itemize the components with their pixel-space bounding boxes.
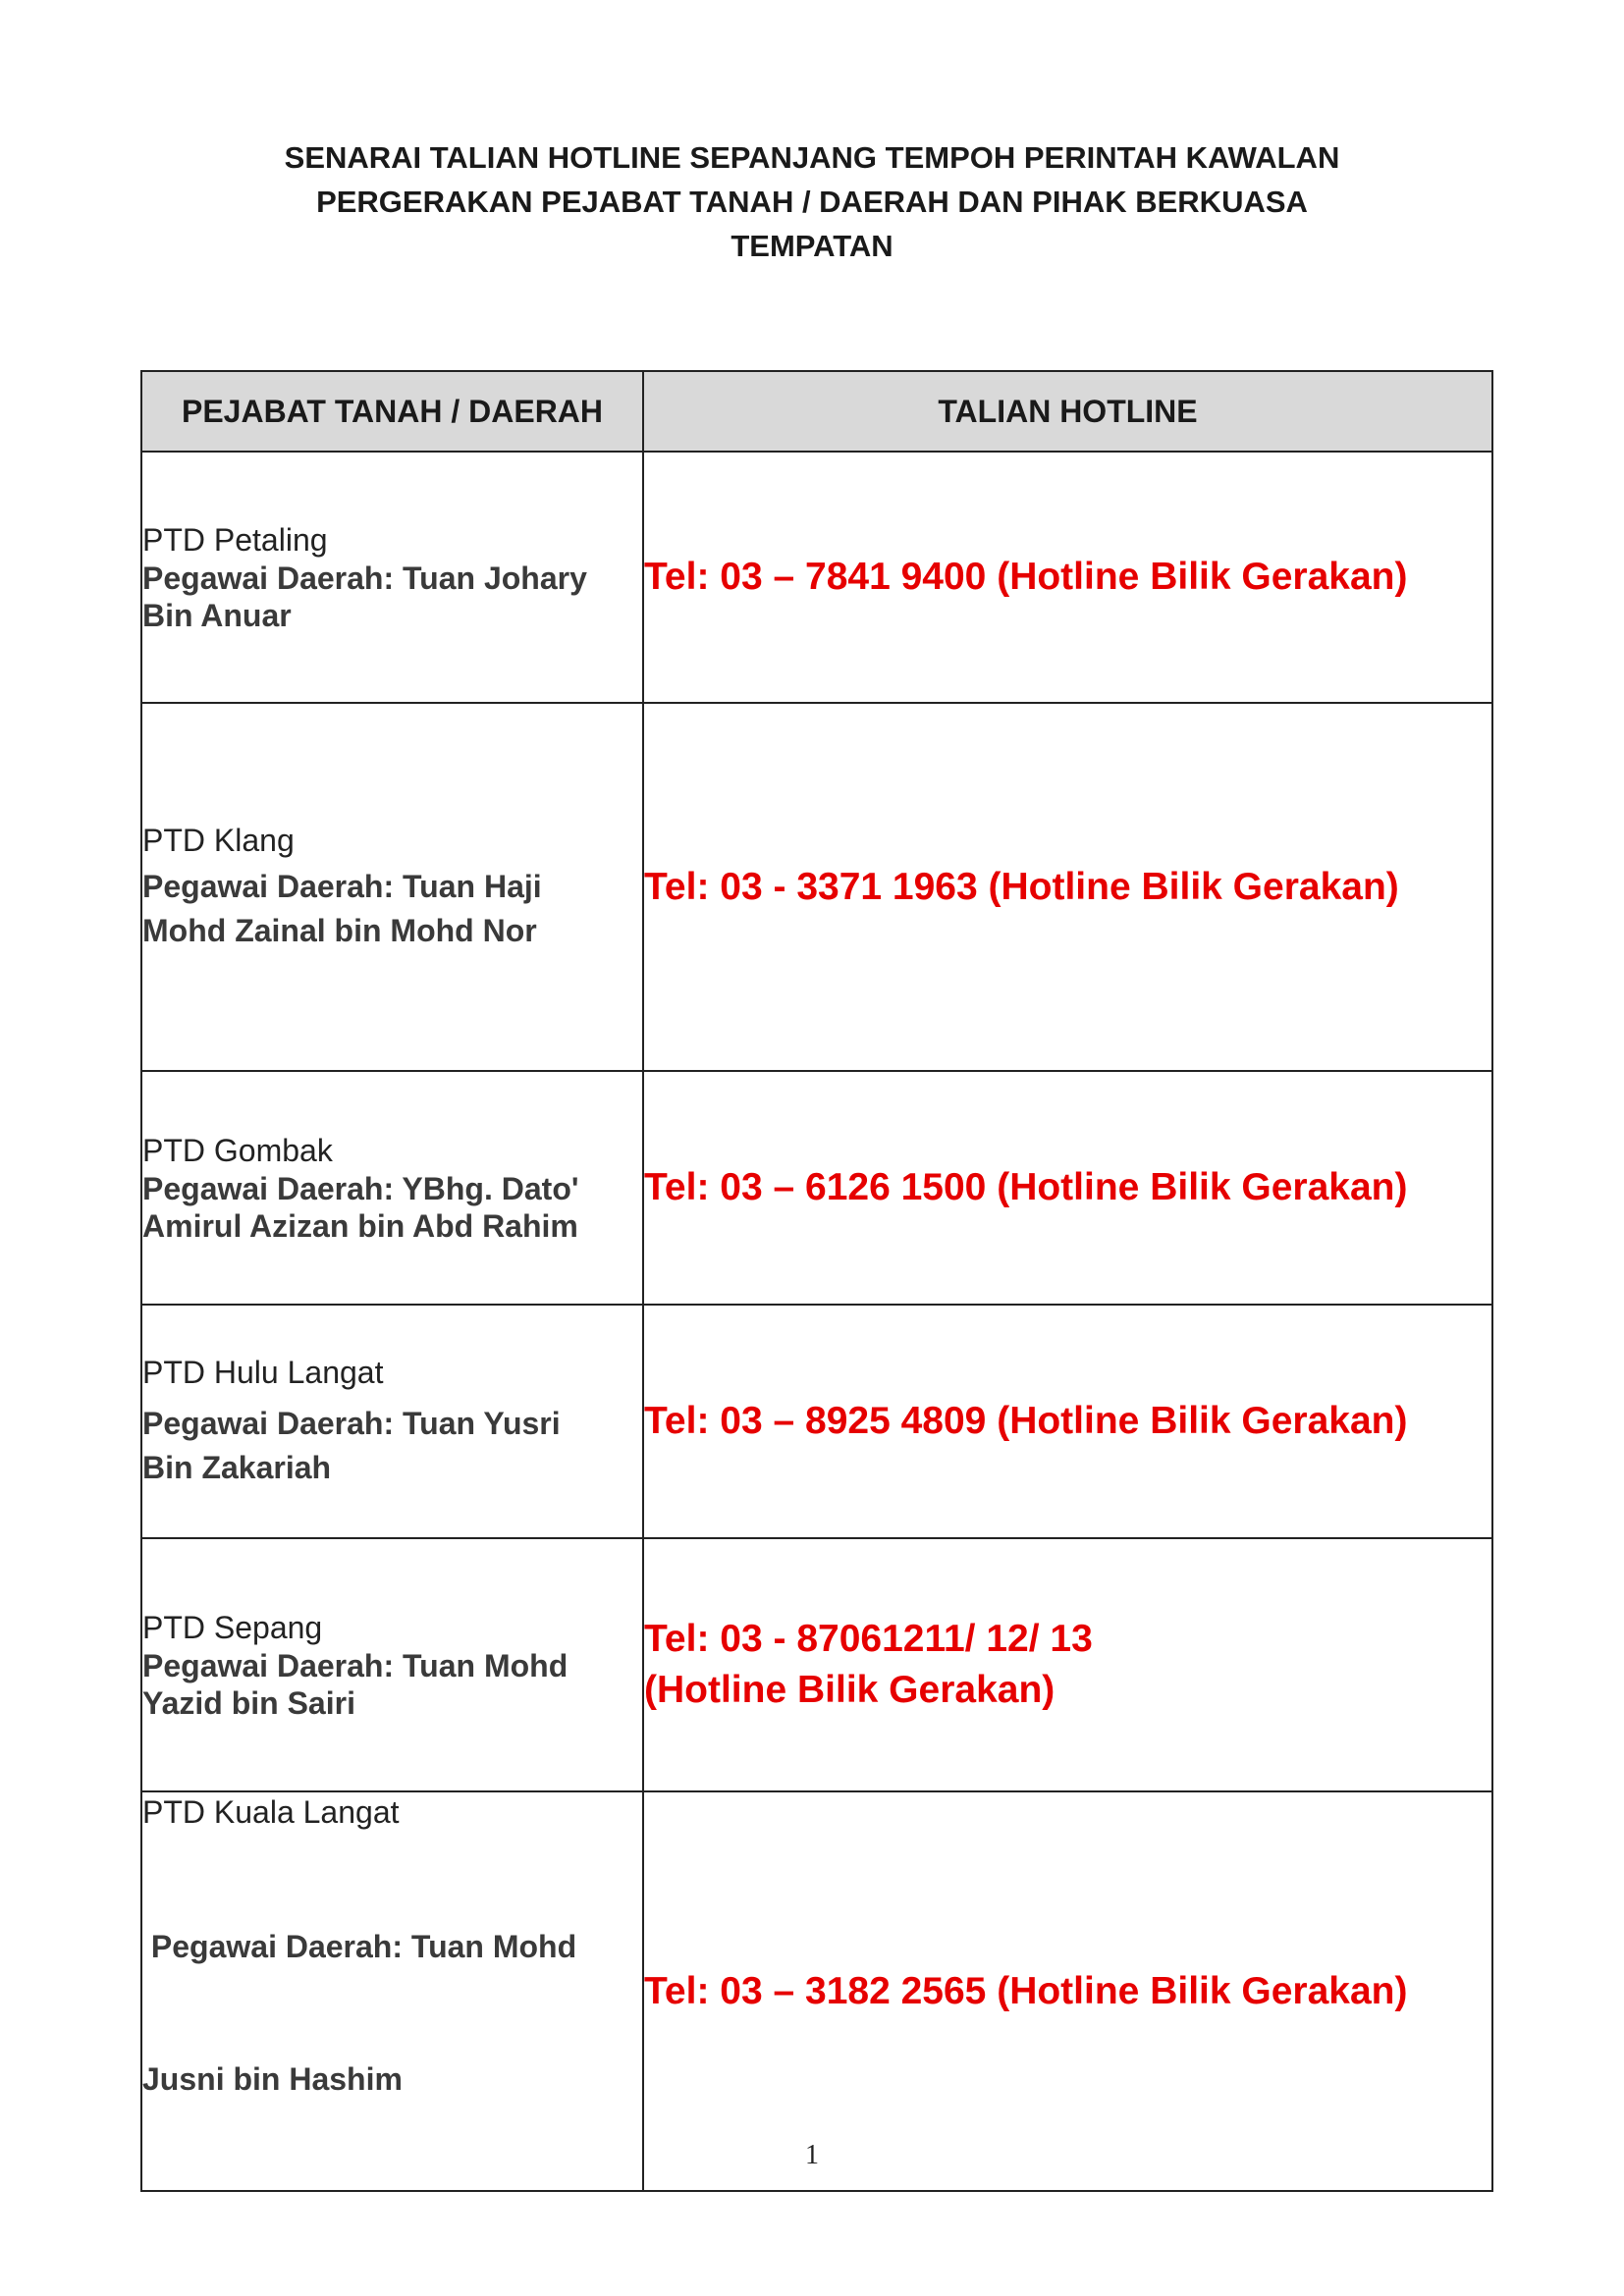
table-row <box>141 703 1492 1071</box>
office-name: PTD Gombak <box>142 1133 333 1168</box>
office-cell <box>141 452 643 703</box>
officer-line: Amirul Azizan bin Abd Rahim <box>142 1208 578 1244</box>
hotline-number: Tel: 03 – 8925 4809 (Hotline Bilik Gerakan) <box>644 1400 1408 1442</box>
hotline-cell <box>643 452 1492 703</box>
title-line-2: PERGERAKAN PEJABAT TANAH / DAERAH DAN PIHAK BERKUASA <box>316 185 1308 219</box>
office-cell <box>141 1071 643 1305</box>
hotline-number <box>644 1614 1491 1716</box>
office-name: PTD Sepang <box>142 1610 323 1645</box>
office-cell <box>141 703 643 1071</box>
table-row <box>141 1305 1492 1538</box>
office-name: PTD Klang <box>142 823 295 858</box>
officer-line: Mohd Zainal bin Mohd Nor <box>142 913 537 948</box>
table-row <box>141 452 1492 703</box>
table-row <box>141 1071 1492 1305</box>
officer-name <box>142 865 642 953</box>
office-cell <box>141 1791 643 2191</box>
officer-name <box>142 1402 642 1490</box>
office-name: PTD Petaling <box>142 522 328 558</box>
hotline-number: Tel: 03 – 3182 2565 (Hotline Bilik Gerakan) <box>644 1969 1408 2012</box>
officer-name <box>142 560 642 634</box>
hotline-line: Tel: 03 - 87061211/ 12/ 13 <box>644 1618 1093 1660</box>
officer-line: Pegawai Daerah: YBhg. Dato' <box>142 1171 579 1206</box>
hotline-table <box>140 370 1493 2192</box>
office-cell <box>141 1538 643 1791</box>
office-name: PTD Hulu Langat <box>142 1355 384 1390</box>
officer-line: Yazid bin Sairi <box>142 1685 355 1721</box>
header-office: PEJABAT TANAH / DAERAH <box>141 371 643 452</box>
document-title <box>0 135 1624 268</box>
table-row <box>141 1791 1492 2191</box>
officer-line: Jusni bin Hashim <box>142 2061 403 2097</box>
hotline-cell <box>643 703 1492 1071</box>
hotline-cell <box>643 1538 1492 1791</box>
officer-line: Pegawai Daerah: Tuan Mohd <box>142 1648 568 1683</box>
table-row <box>141 1538 1492 1791</box>
officer-line: Pegawai Daerah: Tuan Mohd <box>142 1929 577 1964</box>
title-line-3: TEMPATAN <box>731 229 893 263</box>
office-name: PTD Kuala Langat <box>142 1794 400 1830</box>
page-number: 1 <box>805 2140 819 2170</box>
officer-line: Bin Zakariah <box>142 1450 332 1485</box>
officer-line: Pegawai Daerah: Tuan Haji <box>142 869 542 904</box>
table-header-row <box>141 371 1492 452</box>
title-line-1: SENARAI TALIAN HOTLINE SEPANJANG TEMPOH PERINTAH KAWALAN <box>284 140 1340 175</box>
office-cell <box>141 1305 643 1538</box>
hotline-line: (Hotline Bilik Gerakan) <box>644 1669 1056 1711</box>
officer-name <box>142 1837 642 2190</box>
officer-line: Bin Anuar <box>142 598 292 633</box>
hotline-cell <box>643 1791 1492 2191</box>
hotline-number: Tel: 03 - 3371 1963 (Hotline Bilik Gerakan) <box>644 865 1399 908</box>
officer-line: Pegawai Daerah: Tuan Johary <box>142 561 587 596</box>
hotline-number: Tel: 03 – 7841 9400 (Hotline Bilik Gerakan) <box>644 556 1408 598</box>
officer-name <box>142 1170 642 1245</box>
header-hotline: TALIAN HOTLINE <box>643 371 1492 452</box>
officer-name <box>142 1647 642 1722</box>
hotline-cell <box>643 1071 1492 1305</box>
hotline-number: Tel: 03 – 6126 1500 (Hotline Bilik Gerakan) <box>644 1166 1408 1208</box>
hotline-cell <box>643 1305 1492 1538</box>
officer-line: Pegawai Daerah: Tuan Yusri <box>142 1406 561 1441</box>
